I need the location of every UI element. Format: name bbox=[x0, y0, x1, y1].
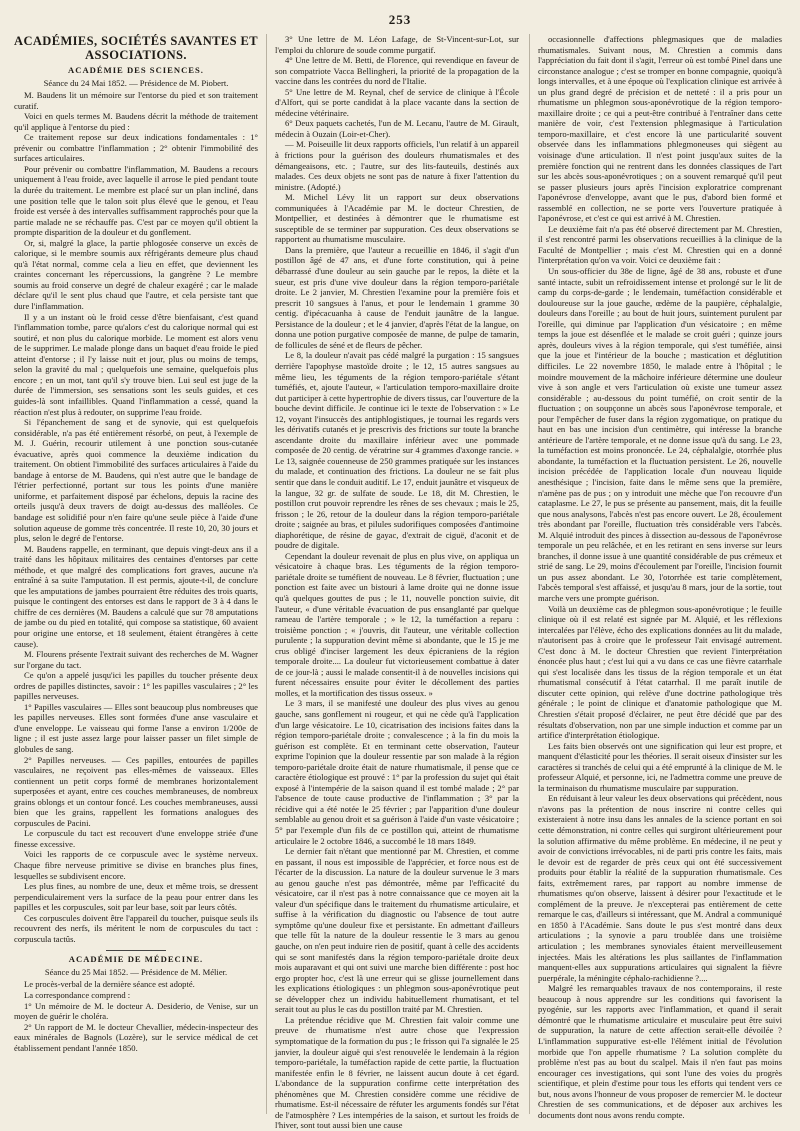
paragraph: 2° Un rapport de M. le docteur Chevallier, médecin-inspecteur des eaux minérales de Bagnols (Lozère), sur le service médical de cet établissement pendant l'année 1850. bbox=[14, 1021, 258, 1053]
paragraph: En réduisant à leur valeur les deux observations qui précèdent, nous n'avons pas la prétention de nous inscrire ni contre celles qui existeraient à notre insu dans les annales de la science portant en soi cette démonstration, ni contre celles qui surgiront ultérieurement pour la solution affirmative du même problème. En médecine, il ne peut y avoir de convictions irrévocables, ni de parti pris contre les faits, mais le devoir est de regarder de près ceux qui ont été successivement produits pour établir la réalité de la suppuration rhumatismale. Ces faits, extrêmement rares, par rapport au nombre immense de rhumatismes qu'on observe, laissent à désirer pour l'exactitude et le complément de la preuve. Je n'excepterai pas entièrement de cette remarque le cas, d'ailleurs si intéressant, que M. Andral a communiqué en 1850 à l'Académie. Sans doute le pus s'est montré dans deux articulations ; la synovie a paru troublée dans une troisième articulation ; les membranes synoviales étaient merveilleusement injectées. Mais les altérations les plus saillantes de l'inflammation manquent-elles aux suppurations articulaires qui signalent la fièvre puerpérale, la méningite céphalo-rachidienne ?.... bbox=[538, 793, 782, 983]
paragraph: 1° Papilles vasculaires — Elles sont beaucoup plus nombreuses que les papilles nerveuses. Elles sont formées d'une anse vasculaire et d'une enveloppe. Le vaisseau qui forme l'anse a environ 1/200e de ligne ; il est juste assez large pour laisser passer un filet simple de globules de sang. bbox=[14, 701, 258, 754]
column-right-body bbox=[538, 34, 782, 1120]
paragraph: Or, si, malgré la glace, la partie phlogosée conserve un excès de calorique, si le membre soumis aux réfrigérants demeure plus chaud qu'à l'état normal, comme cela a lieu en effet, que deviennent les craintes concernant les répercussions, la gangrène ? Le membre soumis au froid conserve un degré de chaleur exagéré ; car le malade déclare qu'il le sent plus chaud que l'autre, et cela persiste tant que dure l'inflammation. bbox=[14, 237, 258, 312]
paragraph: Les plus fines, au nombre de une, deux et même trois, se dressent perpendiculairement vers la surface de la peau pour entrer dans les papilles et les corpuscules, soit par leur base, soit par leurs côtés. bbox=[14, 881, 258, 913]
page-number: 253 bbox=[388, 12, 412, 27]
divider-line bbox=[106, 950, 166, 951]
paragraph: Voilà un deuxième cas de phlegmon sous-aponévrotique ; le feuille clinique où il est relaté est signée par M. Alquié, et les réflexions intercalées par l'élève, écho des explications données au lit du malade, n'autorisent pas à croire que le professeur l'ait envisagé autrement. C'est donc à M. le docteur Chrestien que revient l'interprétation énoncée plus haut ; c'est lui qui a vu dans ce cas une fièvre catarrhale qui s'est localisée dans les tissus de la région temporale et un état rhumatismal consécutif à l'état catarrhal. Il me paraît inutile de discuter cette opinion, qui relève d'une doctrine pathologique très générale ; le point de clinique et d'anatomie pathologique que M. Chrestien s'était proposé d'éclairer, ne peut être décidé que par des résultats d'observation, non par une simple induction et comme par un artifice d'interprétation étiologique. bbox=[538, 603, 782, 741]
paragraph: Malgré les remarquables travaux de nos contemporains, il reste beaucoup à nous apprendre sur les conditions qui favorisent la pyogénie, sur les rapports avec l'inflammation, et quand il serait démontré que le rhumatisme articulaire et musculaire peut être suivi de suppuration, la nature de cette affection serait-elle dévoilée ? L'inflammation suppurative est-elle l'élément initial de l'évolution morbide que l'on appelle rhumatisme ? La solution complète du problème n'est pas au bout du scalpel. Mais il n'en faut pas moins encourager ces investigations, qui sont l'une des voies du progrès scientifique, et plein d'estime pour tous les efforts qui tendent vers ce but, nous avons l'honneur de vous proposer de remercier M. le docteur Chrestien de ses communications, et de déposer aux archives les documents dont nous avons rendu compte. bbox=[538, 983, 782, 1120]
paragraph: Le 8, la douleur n'avait pas cédé malgré la purgation : 15 sangsues derrière l'apophyse mastoïde droite ; le 12, 15 autres sangsues au même lieu, les téguments de la région temporo-pariétale s'étant tuméfiés, et, ajoute l'auteur, « l'articulation temporo-maxillaire droite dut participer à cette hypertrophie de divers tissus, car l'ouverture de la bouche devint difficile. Je continue ici le texte de l'observation : » Le 12, voyant l'insuccès des antiphlogistiques, je tournai les regards vers les dérivatifs cutanés et je prescrivis des frictions sur toute la branche ascendante droite du maxillaire inférieur avec une pommade composée de 20 centig. de vératrine sur 4 grammes d'axonge rancie. » Le 13, saignée couenneuse de 250 grammes pratiquée sur les instances du malade, et continuation des frictions. La douleur ne se fait plus sentir que dans le conduit auditif. Le 17, enduit jaunâtre et visqueux de la langue, 32 gr. de sulfate de soude. Le 18, dit M. Chrestien, le postillon crut pouvoir reprendre les rênes de ses chevaux ; mais le 25, frisson ; le 26, retour de la douleur dans la région temporo-pariétale droite ; saignée au bras, et pilules sudorifiques composées d'antimoine diaphorétique, de résine de gayac, d'extrait de ciguë, d'aconit et de poudre de digitale. bbox=[275, 350, 519, 551]
paragraph: M. Baudens rappelle, en terminant, que depuis vingt-deux ans il a traité dans les hôpitaux militaires des centaines d'entorses par cette méthode, et que malgré des complications fort graves, aucune n'a entraîné à sa suite l'amputation. Il est permis, ajoute-t-il, de conclure que les amputations de jambes pourraient être réduites des trois quarts, puisque le contingent des entorses est dans le rapport de 3 à 4 dans le chiffre de ces dernières (M. Baudens a calculé que sur 78 amputations de jambe ou du pied en totalité, qui compose sa statistique, 60 avaient pour origine une entorse, et 18 seulement, étaient étrangères à cette cause). bbox=[14, 543, 258, 649]
paragraph: Ce traitement repose sur deux indications fondamentales : 1° prévenir ou combattre l'inflammation ; 2° obtenir l'immobilité des surfaces articulaires. bbox=[14, 132, 258, 164]
paragraph: La prétendue récidive que M. Chrestien fait valoir comme une preuve de rhumatisme n'est autre chose que l'expression symptomatique de la formation du pus ; le frisson qui l'a signalée le 25 janvier, la douleur aiguë qui s'est renouvelée le lendemain à la région temporo-pariétale, la tuméfaction rapide de cette partie, la fluctuation manifestée enfin le 8 février, ne laissent aucun doute à cet égard. L'abondance de la suppuration confirme cette interprétation des phénomènes que M. Chrestien considère comme une récidive de rhumatisme. Est-il nécessaire de réfuter les arguments fondés sur l'état de l'atmosphère ? Les intempéries de la saison, et surtout les froids de l'hiver, sont tout aussi bien une cause bbox=[275, 1014, 519, 1131]
session-line: Séance du 24 Mai 1852. — Présidence de M. Piobert. bbox=[43, 77, 229, 88]
column-middle-body bbox=[275, 34, 519, 1131]
column-divider bbox=[529, 34, 530, 1114]
paragraph: M. Flourens présente l'extrait suivant des recherches de M. Wagner sur l'organe du tact. bbox=[14, 649, 258, 670]
paragraph: Il y a un instant où le froid cesse d'être bienfaisant, c'est quand l'inflammation tombe, parce qu'alors c'est du calorique normal qui est soutiré, et non plus du calorique morbide. Le moment est alors venu de le supprimer. Le malade plonge dans un baquet d'eau froide le pied atteint d'entorse ; il l'y laisse nuit et jour, plus ou moins de temps, selon la gravité du mal ; quelquefois une semaine, quelquefois plus encore ; en un mot, tant qu'il s'y trouve bien. Lui seul est juge de la durée de l'immersion, ses sensations sont les seuls guides, et ces guides-là sont infaillibles. Quand l'inflammation a cessé, quand la réaction n'est plus à redouter, on supprime l'eau froide. bbox=[14, 311, 258, 417]
subsection-heading: ACADÉMIE DES SCIENCES. bbox=[68, 65, 204, 75]
paragraph: Le dernier fait n'étant que mentionné par M. Chrestien, et comme en passant, il nous est impossible de l'apprécier, et force nous est de l'écarter de la discussion. La nature de la douleur survenue le 3 mars au genou gauche n'est pas démontrée, même par l'efficacité du vésicatoire, car il n'est pas à notre connaissance que ce moyen ait la valeur d'un spécifique dans le traitement du rhumatisme articulaire, et suffise à la vérification du diagnostic ou l'absence de tout autre symptôme qu'une douleur fixe et persistante. En admettant d'ailleurs que telle fût la nature de la douleur ressentie le 3 mars au genou gauche, on n'en peut induire rien de positif, quant à celle des accidents qui se sont manifestés dans la région temporo-pariétale droite deux mois auparavant et qui ont suivi une marche bien différente : post hoc ergo propter hoc, c'est là une erreur qui se glisse journellement dans les explications étiologiques : un phlegmon sous-aponévrotique peut se développer chez un individu habituellement rhumatisant, et tel serait tout au plus le cas du postillon traité par M. Chrestien. bbox=[275, 846, 519, 1015]
paragraph: M. Baudens lit un mémoire sur l'entorse du pied et son traitement curatif. bbox=[14, 90, 258, 111]
paragraph: Cependant la douleur revenait de plus en plus vive, on appliqua un vésicatoire à chaque bras. Les téguments de la région temporo-pariétale droite se tuméfient de nouveau. Le 8 février, fluctuation ; une ponction est faite avec un bistouri à lame droite qui ne donne issue qu'à quelques gouttes de pus ; le 11, nouvelle ponction suivie, dit l'auteur, « d'une véritable évacuation de pus ensanglanté par quelque rameau de l'artère temporale ; » le 12, la tuméfaction a reparu : troisième ponction ; « j'ouvris, dit l'auteur, une véritable collection purulente ; la suppuration devint même si abondante, que le 15 je me crus obligé d'inciser largement les deux épicraniens de la région temporale droite.... La douleur fut victorieusement combattue à dater de ce jour-là ; aussi le malade consentit-il à de nouvelles incisions qui furent nécessaires ensuite pour éviter le décollement des parties molles, et la mortification des tissus osseux. » bbox=[275, 550, 519, 698]
paragraph: Le deuxième fait n'a pas été observé directement par M. Chrestien, il s'est rencontré parmi les observations recueillies à la clinique de la Faculté de Montpellier ; mais c'est M. Chrestien qui en a donné l'interprétation qu'on va voir. Voici ce deuxième fait : bbox=[538, 223, 782, 266]
paragraph: 6° Deux paquets cachetés, l'un de M. Lecanu, l'autre de M. Girault, médecin à Ouzain (Loir-et-Cher). bbox=[275, 118, 519, 139]
paragraph: Un sous-officier du 38e de ligne, âgé de 38 ans, robuste et d'une santé intacte, subit un refroidissement intense et prolongé sur le lit de camp du corps-de-garde ; le lendemain, tuméfaction considérable et douloureuse sur la joue gauche, œdème de la paupière, céphalalgie, douleurs dans l'oreille ; au bout de huit jours, suintement purulent par l'oreille, qui diminue par l'application d'un vésicatoire ; en même temps la joue est désenflée et le malade se croit guéri ; quinze jours après, douleurs vives à la région temporale, qui s'est tuméfiée, ainsi que la joue et l'intérieur de la bouche ; mastication et déglutition difficiles. Le 22 novembre 1850, le malade entre à l'hôpital ; le moindre mouvement de la mâchoire inférieure détermine une douleur vive à son angle et vers l'articulation où existe une tumeur assez considérable ; au-dessous du point tuméfié, on croit sentir de la fluctuation ; on soupçonne un abcès sous l'aponévrose temporale, et pour l'empêcher de fuser dans la région zygomatique, on pratique du haut en bas une incision d'un centimètre, qui intéresse la branche antérieure de l'artère temporale, et ne donne issue qu'à du sang. Le 23, la tuméfaction est moins prononcée. Le 24, céphalalgie, otorrhée plus abondante, la tuméfaction et la fluctuation persistent. Le 26, nouvelle incision précédée de l'application locale d'un nouveau liquide anesthésique ; l'incision, faite dans le même sens que la première, n'amène pas de pus ; on y introduit une mèche que l'on recouvre d'un cataplasme. Le 27, le pus se présente au pansement, mais, dit la feuille que nous analysons, l'abcès n'est pas encore ouvert. Le 28, écoulement très abondant par l'oreille, fluctuation très considérable vers l'abcès. M. Alquié introduit des pinces à dissection au-dessous de l'aponévrose temporale un peu relâchée, et en les retirant en sens inverse sur leurs branches, il donne issue à une quantité considérable de pus crémeux et strié de sang. Le 29, moins d'écoulement par l'oreille, l'incision fournit un pus assez abondant. Le 30, l'otorrhée est tarie complètement, l'abcès temporal s'est affaissé, et jusqu'au 8 mars, jour de la sortie, tout marche vers une prompte guérison. bbox=[538, 266, 782, 603]
column-left bbox=[14, 34, 258, 1120]
paragraph: Le 3 mars, il se manifesté une douleur des plus vives au genou gauche, sans gonflement ni rougeur, et qui ne cède qu'à l'application d'un large vésicatoire. Le 10, cicatrisation des incisions faites dans la région temporo-pariétale droite ; convalescence ; à la fin du mois la guérison est complète. Et en terminant cette observation, l'auteur exprime l'opinion que la douleur ressentie par son malade à la région temporo-pariétale droite était de nature rhumatismale, il pense que ce caractère étiologique est prouvé : 1° par la profession du sujet qui était exposé à l'intempérie de la saison quand il est tombé malade ; 2° par l'absence de toute cause productive de l'inflammation ; 3° par la récidive qui a été notée le 25 février ; par l'apparition d'une douleur semblable au genou droit et sa guérison à l'aide d'un vaste vésicatoire ; 5° par l'exemple d'un fils de ce postillon qui, atteint de rhumatisme articulaire le 2 octobre 1846, a succombé le 18 mars 1849. bbox=[275, 698, 519, 846]
column-middle bbox=[275, 34, 519, 1131]
column-left-body bbox=[14, 90, 258, 944]
paragraph: 1° Un mémoire de M. le docteur A. Desiderio, de Venise, sur un moyen de guérir le choléra. bbox=[14, 1000, 258, 1022]
paragraph: Voici les rapports de ce corpuscule avec le système nerveux. Chaque fibre nerveuse primitive se divise en branches plus fines, lesquelles se subdivisent encore. bbox=[14, 849, 258, 881]
session-line-medecine: Séance du 25 Mai 1852. — Présidence de M. Mélier. bbox=[44, 966, 228, 977]
paragraph: Le procès-verbal de la dernière séance est adopté. bbox=[24, 979, 195, 990]
paragraph: Ce qu'on a appelé jusqu'ici les papilles du toucher présente deux ordres de papilles distinctes, savoir : 1° les papilles vasculaires ; 2° les papilles nerveuses. bbox=[14, 670, 258, 702]
subsection-heading-medecine: ACADÉMIE DE MÉDECINE. bbox=[68, 954, 204, 965]
paragraph: Voici en quels termes M. Baudens décrit la méthode de traitement qu'il applique à l'entorse du pied : bbox=[14, 111, 258, 132]
paragraph: M. Michel Lévy lit un rapport sur deux observations communiquées à l'Académie par M. le docteur Chrestien, de Montpellier, et destinées à démontrer que le rhumatisme est susceptible de se terminer par suppuration. Ces deux observations se rapportent au rhumatisme musculaire. bbox=[275, 192, 519, 245]
paragraph: Les faits bien observés ont une signification qui leur est propre, et manquent d'élasticité pour les théories. Il serait oiseux d'insister sur les caractères si tranchés de celui qui a été emprunté à la clinique de M. le professeur Alquié, et personne, ici, ne l'admettra comme une preuve de la terminaison du rhumatisme musculaire par suppuration. bbox=[538, 740, 782, 793]
paragraph: Pour prévenir ou combattre l'inflammation, M. Baudens a recours uniquement à l'eau froide, avec laquelle il arrose le pied pendant toute la durée du traitement. Le membre est placé sur un plan incliné, dans une position telle que le talon soit plus élevé que le genou, et l'eau froide est versée à des intervalles suffisamment rapprochés pour que la partie malade ne se réchauffe pas. C'est par ce moyen qu'il obtient la prompte disparition de la douleur et du gonflement. bbox=[14, 163, 258, 238]
paragraph: occasionnelle d'affections phlegmasiques que de maladies rhumatismales. Suivant nous, M. Chrestien a commis dans l'appréciation du fait dont il s'agit, l'erreur où est tombé Pinel dans une circonstance analogue ; c'est se tromper en bonne compagnie, quoiqu'à longs intervalles, et à une époque où l'explication clinique est arrivée à un plus grand degré de précision et de netteté : il a pris pour un rhumatisme un phlegmon sous-aponévrotique de la région temporo-maxillaire droite ; ce qui a peut-être contribué à l'entraîner dans cette manière de voir, c'est l'extension phlegmasique à l'articulation temporo-maxillaire, et c'est encore là une particularité souvent observée dans les inflammations phlegmoneuses qui siègent au voisinage d'une articulation. Il n'est point jusqu'aux suites de la première fonction qui ne rentrent dans les données classiques de l'art sur les abcès sous-aponévrotiques ; on a souvent remarqué qu'il peut se passer plusieurs jours après l'incision exploratrice comprenant l'aponévrose d'enveloppe, avant que le pus, d'abord bien formé et rassemblé en collection, ne se porte vers l'ouverture pratiquée à l'aponévrose, et c'est ce qui est arrivé à M. Chrestien. bbox=[538, 34, 782, 224]
column-left-body-2 bbox=[14, 979, 258, 1053]
paragraph: 2° Papilles nerveuses. — Ces papilles, entourées de papilles vasculaires, ne reçoivent pas elles-mêmes de vaisseaux. Elles contiennent un petit corps formé de membranes horizontalement superposées et ayant, entre ces couches membraneuses, de nombreux grains oblongs et un contour foncé. Les couches membraneuses, aussi bien que les grains, rappellent les formations analogues des corpuscules de Pacini. bbox=[14, 754, 258, 828]
paragraph: 4° Une lettre de M. Betti, de Florence, qui revendique en faveur de son compatriote Vacca Bellingheri, la priorité de la propagation de la vaccine dans les contrées du nord de l'Italie. bbox=[275, 55, 519, 87]
paragraph: La correspondance comprend : bbox=[24, 990, 131, 1001]
paragraph: Dans la première, que l'auteur a recueillie en 1846, il s'agit d'un postillon âgé de 47 ans, et d'une forte constitution, qui à peine débarrassé d'une douleur au sein gauche par le repos, la diète et la sueur, est pris d'une vive douleur dans la région temporo-pariétale droite. Le 2 janvier, M. Chrestien l'examine pour la première fois et prescrit 10 sangsues à l'anus, et pour le lendemain 1 gramme 30 centig. d'ipécacuanha à cause de l'enduit jaunâtre de la langue. Persistance de la douleur ; et le 4 janvier, d'après l'état de la langue, on donna une potion purgative composée de manne, de pulpe de tamarin, de follicules de séné et de fleurs de pêcher. bbox=[275, 244, 519, 350]
paragraph: Si l'épanchement de sang et de synovie, qui est quelquefois considérable, n'a pas été entièrement résorbé, on peut, à l'exemple de M. J. Guérin, recourir utilement à une ponction sous-cutanée évacuative, après quoi commence la deuxième indication du traitement. On obtient l'immobilité des surfaces articulaires à l'aide du bandage à entorse de M. Baudens, qui n'est autre que le bandage de l'étrier perfectionné, portant sur tous les points d'une manière uniforme, et parfaitement disposé par échelons, depuis la racine des orteils jusqu'à deux travers de doigt au-dessus des malléoles. Ce bandage est solidifié pour n'en faire qu'une seule pièce à l'aide d'une solution aqueuse de gomme très concentrée. Il reste 10, 20, 30 jours et plus, selon le degré de l'entorse. bbox=[14, 417, 258, 544]
paragraph: 5° Une lettre de M. Reynal, chef de service de clinique à l'École d'Alfort, qui se porte candidat à la place vacante dans la section de médecine vétérinaire. bbox=[275, 86, 519, 118]
section-heading: ACADÉMIES, SOCIÉTÉS SAVANTES ET ASSOCIATIONS. bbox=[14, 34, 258, 62]
paragraph: 3° Une lettre de M. Léon Lafage, de St-Vincent-sur-Lot, sur l'emploi du chlorure de soude comme purgatif. bbox=[275, 34, 519, 55]
column-right bbox=[538, 34, 782, 1120]
paragraph: Le corpuscule du tact est recouvert d'une enveloppe striée d'une finesse excessive. bbox=[14, 828, 258, 849]
paragraph: Ces corpuscules doivent être l'appareil du toucher, puisque seuls ils recouvrent des nerfs, ils méritent le nom de corpuscules du tact : corpuscula tactûs. bbox=[14, 912, 258, 944]
column-divider bbox=[266, 34, 267, 1114]
paragraph: — M. Poiseuille lit deux rapports officiels, l'un relatif à un appareil à frictions pour la guérison des douleurs rhumatismales et des démangeaisons, etc. ; l'autre, sur des lits-fauteuils, destinés aux malades. Ces deux objets ne sont pas de nature à fixer l'attention du ministre. (Adopté.) bbox=[275, 139, 519, 192]
